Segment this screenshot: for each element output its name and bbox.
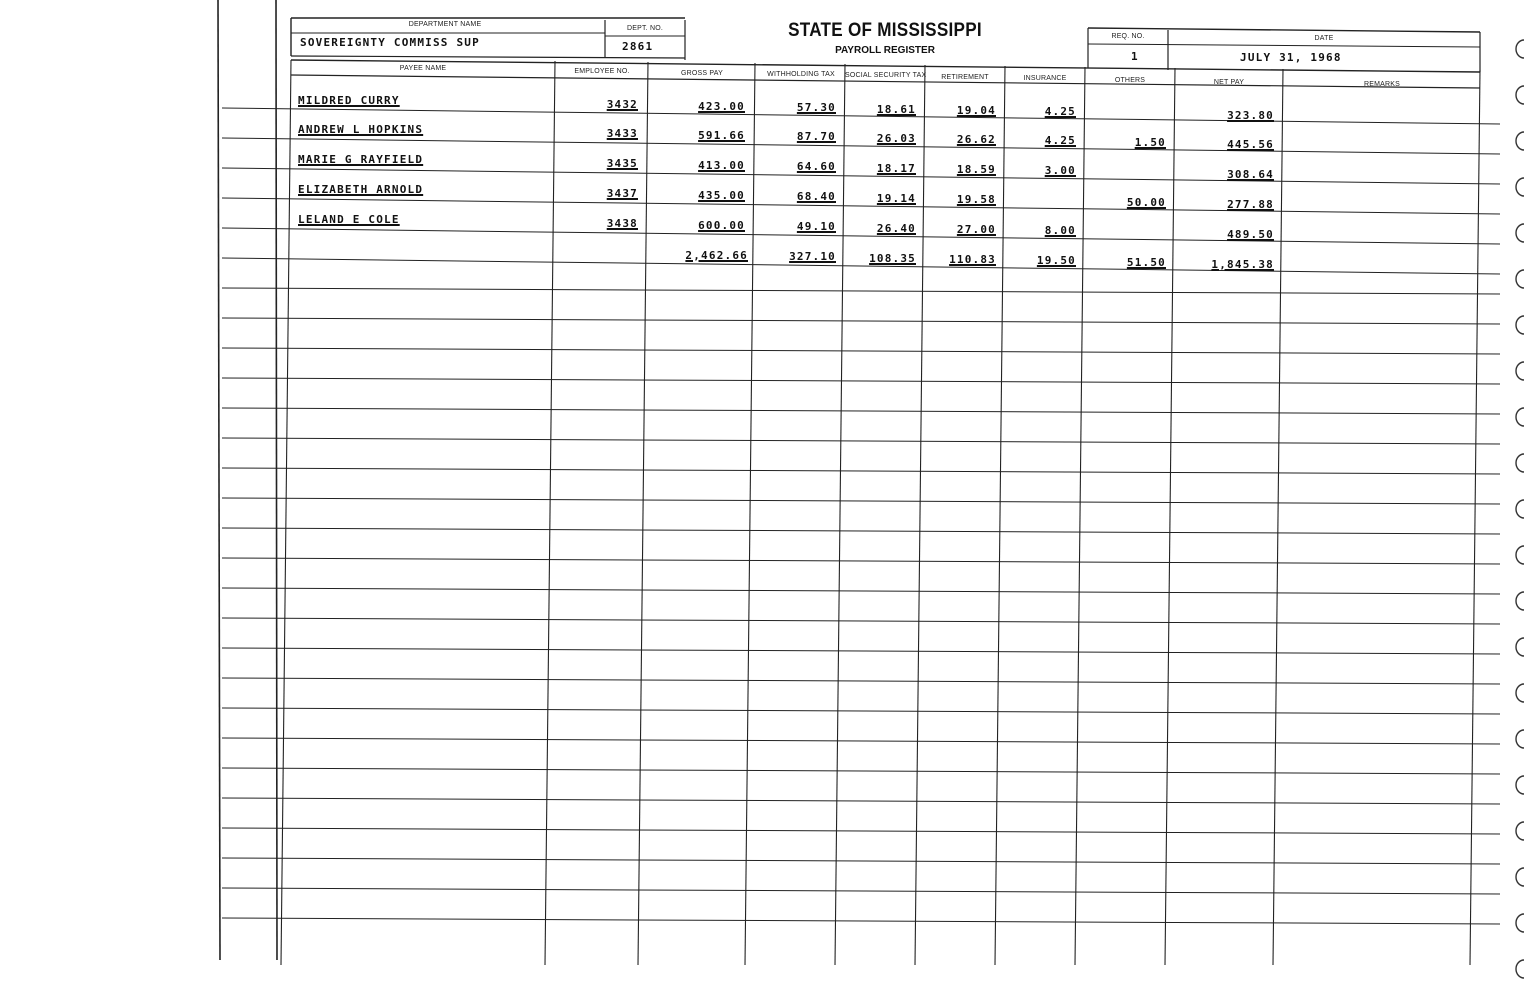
employee-no: 3432	[606, 98, 638, 111]
left-margin-line	[276, 0, 277, 960]
punch-hole	[1516, 960, 1524, 978]
col-header-insurance: INSURANCE	[1023, 75, 1067, 82]
social-security-tax: 19.14	[876, 192, 916, 205]
employee-no: 3437	[606, 187, 638, 200]
payee-name: MILDRED CURRY	[298, 94, 400, 107]
punch-hole	[1516, 776, 1524, 794]
punch-hole	[1516, 178, 1524, 196]
punch-hole	[1516, 500, 1524, 518]
column-rule	[835, 64, 845, 965]
net-pay: 445.56	[1227, 138, 1274, 151]
retirement: 26.62	[956, 133, 996, 146]
punch-hole	[1516, 86, 1524, 104]
row-rule	[222, 648, 1500, 654]
col-header-payee-name: PAYEE NAME	[399, 65, 447, 72]
row-rule	[222, 528, 1500, 534]
net-pay: 308.64	[1227, 168, 1274, 181]
punch-hole	[1516, 684, 1524, 702]
total-others: 51.50	[1126, 256, 1166, 269]
punch-hole	[1516, 592, 1524, 610]
col-header-withholding-tax: WITHHOLDING TAX	[767, 71, 835, 78]
punch-hole	[1516, 868, 1524, 886]
department-name-value: SOVEREIGNTY COMMISS SUP	[300, 36, 480, 49]
column-rule	[1075, 67, 1085, 965]
row-rule	[222, 318, 1500, 324]
form-title: STATE OF MISSISSIPPI	[788, 20, 982, 41]
total-withholding-tax: 327.10	[789, 250, 836, 263]
col-header-remarks: REMARKS	[1363, 81, 1401, 88]
col-header-others: OTHERS	[1114, 77, 1146, 84]
dept-no-value: 2861	[622, 40, 654, 53]
date-label: DATE	[1314, 35, 1334, 42]
retirement: 19.04	[956, 104, 996, 117]
gross-pay: 423.00	[698, 100, 745, 113]
employee-no: 3433	[606, 127, 638, 140]
row-rule	[222, 468, 1500, 474]
payee-name: ANDREW L HOPKINS	[298, 123, 424, 136]
punch-hole	[1516, 408, 1524, 426]
withholding-tax: 87.70	[796, 130, 836, 143]
social-security-tax: 18.17	[876, 162, 916, 175]
punch-hole	[1516, 822, 1524, 840]
net-pay: 489.50	[1227, 228, 1274, 241]
net-pay: 277.88	[1227, 198, 1274, 211]
social-security-tax: 26.03	[876, 132, 916, 145]
col-header-employee-no: EMPLOYEE NO.	[574, 68, 630, 75]
punch-hole	[1516, 546, 1524, 564]
row-rule	[222, 798, 1500, 804]
punch-hole	[1516, 316, 1524, 334]
header-box-line	[291, 56, 685, 58]
others: 1.50	[1134, 136, 1166, 149]
social-security-tax: 18.61	[876, 103, 916, 116]
col-header-gross-pay: GROSS PAY	[681, 70, 723, 77]
req-no-label: REQ. NO.	[1111, 33, 1145, 40]
column-rule	[745, 63, 755, 965]
payee-name: ELIZABETH ARNOLD	[298, 183, 424, 196]
gross-pay: 591.66	[698, 129, 745, 142]
column-rule	[1165, 68, 1175, 965]
withholding-tax: 49.10	[796, 220, 836, 233]
retirement: 18.59	[956, 163, 996, 176]
row-rule	[222, 378, 1500, 384]
total-gross-pay: 2,462.66	[685, 249, 748, 262]
column-rule	[1470, 70, 1480, 965]
total-retirement: 110.83	[949, 253, 996, 266]
withholding-tax: 57.30	[796, 101, 836, 114]
insurance: 4.25	[1044, 134, 1076, 147]
employee-no: 3435	[606, 157, 638, 170]
payee-name: MARIE G RAYFIELD	[298, 153, 424, 166]
payee-name: LELAND E COLE	[298, 213, 400, 226]
dept-no-label: DEPT. NO.	[626, 25, 664, 32]
others: 50.00	[1126, 196, 1166, 209]
punch-hole	[1516, 730, 1524, 748]
gross-pay: 435.00	[698, 189, 745, 202]
punch-hole	[1516, 224, 1524, 242]
total-insurance: 19.50	[1036, 254, 1076, 267]
gross-pay: 600.00	[698, 219, 745, 232]
withholding-tax: 64.60	[796, 160, 836, 173]
gross-pay: 413.00	[698, 159, 745, 172]
employee-no: 3438	[606, 217, 638, 230]
form-subtitle: PAYROLL REGISTER	[835, 45, 935, 56]
row-rule	[222, 828, 1500, 834]
row-rule	[222, 738, 1500, 744]
column-rule	[995, 66, 1005, 965]
row-rule	[222, 558, 1500, 564]
col-header-net-pay: NET PAY	[1213, 79, 1245, 86]
left-margin-line	[218, 0, 220, 960]
insurance: 3.00	[1044, 164, 1076, 177]
punch-hole	[1516, 132, 1524, 150]
row-rule	[222, 498, 1500, 504]
row-rule	[222, 858, 1500, 864]
row-rule	[222, 618, 1500, 624]
insurance: 8.00	[1044, 224, 1076, 237]
row-rule	[222, 768, 1500, 774]
col-header-social-security-tax: SOCIAL SECURITY TAX	[845, 72, 927, 79]
punch-hole	[1516, 914, 1524, 932]
row-rule	[222, 438, 1500, 444]
row-rule	[222, 708, 1500, 714]
withholding-tax: 68.40	[796, 190, 836, 203]
insurance: 4.25	[1044, 105, 1076, 118]
row-rule	[222, 408, 1500, 414]
row-rule	[222, 288, 1500, 294]
column-rule	[1273, 69, 1283, 965]
column-rule	[915, 65, 925, 965]
row-rule	[222, 918, 1500, 924]
total-social-security-tax: 108.35	[869, 252, 916, 265]
punch-hole	[1516, 454, 1524, 472]
column-rule	[281, 60, 291, 965]
total-net-pay: 1,845.38	[1211, 258, 1274, 271]
punch-hole	[1516, 638, 1524, 656]
row-rule	[222, 588, 1500, 594]
req-no-value: 1	[1131, 50, 1139, 63]
punch-hole	[1516, 270, 1524, 288]
row-rule	[222, 678, 1500, 684]
row-rule	[222, 348, 1500, 354]
row-rule	[222, 888, 1500, 894]
retirement: 19.58	[956, 193, 996, 206]
social-security-tax: 26.40	[876, 222, 916, 235]
net-pay: 323.80	[1227, 109, 1274, 122]
department-name-label: DEPARTMENT NAME	[408, 21, 482, 28]
punch-hole	[1516, 362, 1524, 380]
header-box-line	[1088, 28, 1480, 32]
date-value: JULY 31, 1968	[1240, 51, 1342, 64]
header-box-line	[1088, 44, 1480, 47]
punch-hole	[1516, 40, 1524, 58]
retirement: 27.00	[956, 223, 996, 236]
col-header-retirement: RETIREMENT	[941, 74, 989, 81]
